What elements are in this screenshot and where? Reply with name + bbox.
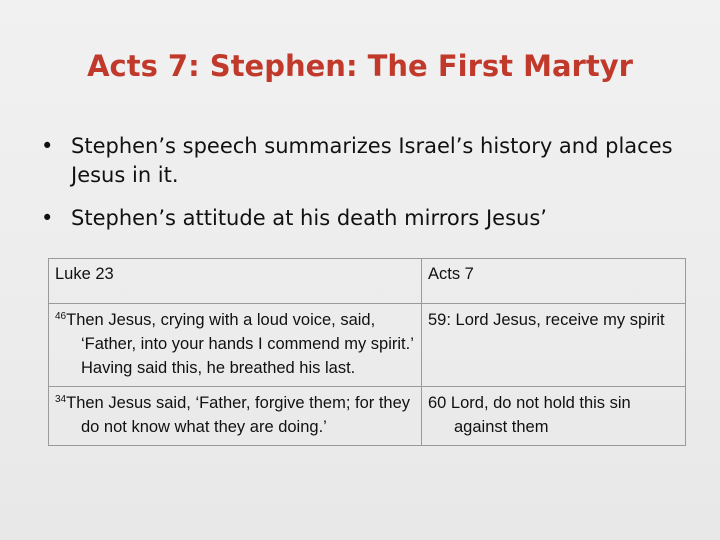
verse-text [55, 391, 415, 439]
verse-body: Then Jesus said, ‘Father, forgive them; for they do not know what they are doing.’ [66, 394, 411, 436]
comparison-table [48, 258, 686, 446]
table-row [49, 387, 686, 446]
bullet-item [37, 204, 687, 233]
bullet-item [37, 132, 687, 190]
verse-text: 59: Lord Jesus, receive my spirit [428, 311, 665, 329]
bullet-text: Stephen’s speech summarizes Israel’s history and places Jesus in it. [71, 134, 673, 187]
slide-title: Acts 7: Stephen: The First Martyr [87, 49, 633, 83]
cell-acts-60 [422, 387, 686, 446]
verse-number: 34 [55, 394, 67, 405]
table-row [49, 304, 686, 387]
header-acts: Acts 7 [422, 259, 686, 304]
cell-acts-59 [422, 304, 686, 387]
verse-text [55, 308, 415, 380]
cell-luke-verse-46 [49, 304, 422, 387]
cell-luke-verse-34 [49, 387, 422, 446]
table-header-row [49, 259, 686, 304]
bullet-dot-icon: • [41, 134, 54, 158]
verse-text: 60 Lord, do not hold this sin against them [428, 394, 631, 436]
verse-body: Then Jesus, crying with a loud voice, said, ‘Father, into your hands I commend my spirit.’ Having said this, he breathed his last. [66, 311, 414, 377]
header-luke: Luke 23 [49, 259, 422, 304]
bullet-list [37, 132, 687, 247]
verse-number: 46 [55, 311, 67, 322]
bullet-text: Stephen’s attitude at his death mirrors Jesus’ [71, 206, 547, 230]
bullet-dot-icon: • [41, 206, 54, 230]
